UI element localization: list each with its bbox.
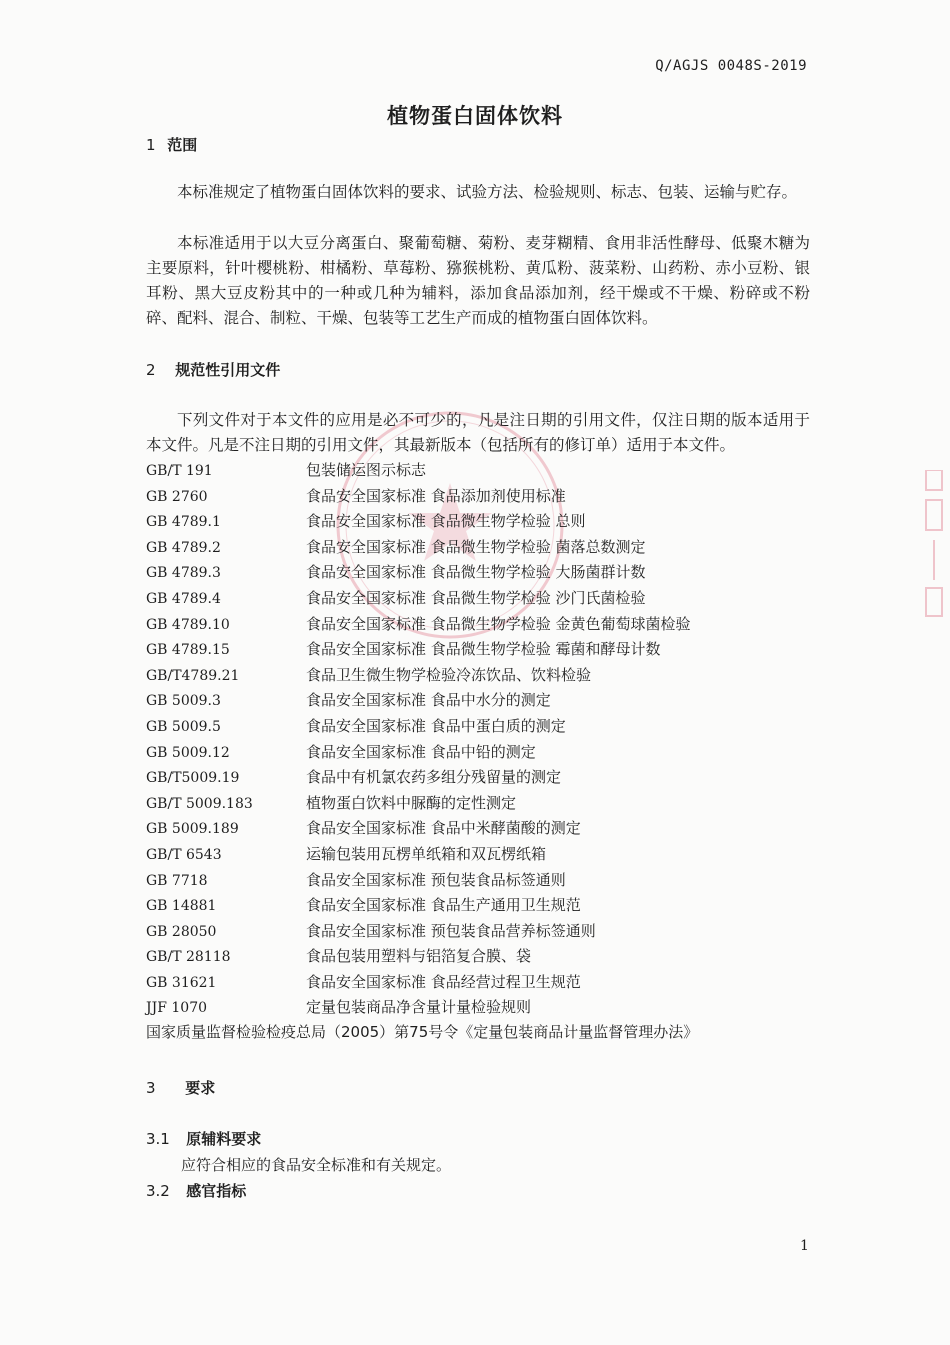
document-code: Q/AGJS 0048S-2019 [655,58,807,74]
reference-name: 食品安全国家标准 食品微生物学检验 沙门氏菌检验 [306,588,646,607]
subsection-3-2-title: 感官指标 [186,1182,247,1200]
reference-code: GB/T 6543 [146,846,222,863]
reference-name: 食品安全国家标准 食品中铅的测定 [306,742,536,761]
subsection-3-1-number: 3.1 [146,1130,170,1148]
reference-code: GB 4789.15 [146,642,230,659]
reference-name: 食品安全国家标准 食品中蛋白质的测定 [306,716,566,735]
subsection-3-2-number: 3.2 [146,1182,170,1200]
reference-name: 运输包装用瓦楞单纸箱和双瓦楞纸箱 [306,844,547,863]
reference-name: 定量包装商品净含量计量检验规则 [306,998,532,1017]
reference-code: GB/T4789.21 [146,667,240,684]
section-1-heading [146,134,197,155]
reference-name: 食品安全国家标准 食品生产通用卫生规范 [306,896,581,915]
reference-name: 包装储运图示标志 [306,461,427,479]
reference-row [146,688,810,714]
reference-list [146,458,810,1021]
reference-row [146,612,810,638]
reference-row [146,663,810,689]
scope-paragraph-1: 本标准规定了植物蛋白固体饮料的要求、试验方法、检验规则、标志、包装、运输与贮存。 [177,183,798,201]
reference-row [146,842,810,868]
reference-row [146,484,810,510]
subsection-3-1-heading [146,1128,261,1149]
edge-stamp-fragment [922,470,946,620]
reference-row [146,509,810,535]
reference-row [146,816,810,842]
reference-decree-note: 国家质量监督检验检疫总局（2005）第75号令《定量包装商品计量监督管理办法》 [146,1023,699,1041]
section-2-heading [146,359,280,380]
reference-name: 食品安全国家标准 预包装食品标签通则 [306,870,566,889]
reference-row [146,714,810,740]
reference-code: GB 4789.4 [146,590,221,607]
reference-row [146,995,810,1021]
reference-code: GB 4789.10 [146,616,230,633]
document-title: 植物蛋白固体饮料 [387,104,563,128]
reference-name: 食品安全国家标准 食品微生物学检验 金黄色葡萄球菌检验 [306,614,691,633]
reference-name: 食品安全国家标准 食品微生物学检验 菌落总数测定 [306,537,646,556]
reference-row [146,586,810,612]
reference-code: GB 28050 [146,923,217,940]
reference-name: 食品包装用塑料与铝箔复合膜、袋 [306,947,532,966]
reference-code: JJF 1070 [146,1000,208,1017]
section-3-heading [146,1077,215,1098]
section-1-number: 1 [146,136,156,154]
reference-code: GB 31621 [146,974,217,991]
reference-code: GB 4789.2 [146,539,221,556]
reference-row [146,458,810,484]
references-intro: 下列文件对于本文件的应用是必不可少的，凡是注日期的引用文件，仅注日期的版本适用于本文件。凡是不注日期的引用文件，其最新版本（包括所有的修订单）适用于本文件。 [146,411,810,454]
reference-code: GB/T 5009.183 [146,795,253,812]
reference-row [146,919,810,945]
reference-row [146,637,810,663]
reference-name: 食品中有机氯农药多组分残留量的测定 [306,768,562,787]
reference-code: GB/T 191 [146,463,213,479]
reference-code: GB 5009.189 [146,821,239,838]
section-2-number: 2 [146,361,156,379]
reference-name: 食品安全国家标准 食品中米酵菌酸的测定 [306,819,581,838]
reference-name: 食品安全国家标准 食品中水分的测定 [306,691,551,710]
page-number: 1 [800,1238,809,1254]
reference-code: GB 4789.1 [146,514,221,531]
reference-name: 食品安全国家标准 食品经营过程卫生规范 [306,972,581,991]
reference-name: 食品卫生微生物学检验冷冻饮品、饮料检验 [306,665,592,684]
reference-code: GB/T 28118 [146,949,231,966]
reference-row [146,893,810,919]
section-1-title: 范围 [167,136,198,154]
reference-row [146,970,810,996]
subsection-3-1-text: 应符合相应的食品安全标准和有关规定。 [181,1156,452,1174]
scope-paragraph-2: 本标准适用于以大豆分离蛋白、聚葡萄糖、菊粉、麦芽糊精、食用非活性酵母、低聚木糖为主要原料，针叶樱桃粉、柑橘粉、草莓粉、猕猴桃粉、黄瓜粉、菠菜粉、山药粉、赤小豆粉、银耳粉、黑大豆皮粉其中的一种或几种为辅料，添加食品添加剂，经干燥或不干燥、粉碎或不粉碎、配料、混合、制粒、干燥、包装等工艺生产而成的植物蛋白固体饮料。 [146,234,810,327]
reference-code: GB 7718 [146,872,208,889]
reference-row [146,560,810,586]
reference-name: 食品安全国家标准 食品微生物学检验 大肠菌群计数 [306,563,646,582]
section-3-number: 3 [146,1079,156,1097]
reference-code: GB 14881 [146,898,217,915]
reference-name: 食品安全国家标准 食品添加剂使用标准 [306,486,566,505]
reference-name: 植物蛋白饮料中脲酶的定性测定 [306,793,517,812]
reference-row [146,868,810,894]
subsection-3-1-title: 原辅料要求 [186,1130,262,1148]
section-3-title: 要求 [185,1079,216,1097]
reference-name: 食品安全国家标准 预包装食品营养标签通则 [306,921,596,940]
reference-name: 食品安全国家标准 食品微生物学检验 霉菌和酵母计数 [306,640,661,659]
section-2-title: 规范性引用文件 [175,361,281,379]
reference-code: GB 5009.5 [146,718,221,735]
reference-code: GB 4789.3 [146,565,221,582]
reference-row [146,535,810,561]
reference-code: GB/T5009.19 [146,770,240,787]
subsection-3-2-heading [146,1180,246,1201]
reference-name: 食品安全国家标准 食品微生物学检验 总则 [306,512,586,531]
reference-row [146,740,810,766]
reference-row [146,944,810,970]
reference-row [146,765,810,791]
reference-code: GB 5009.12 [146,744,230,761]
reference-row [146,791,810,817]
reference-code: GB 2760 [146,488,208,505]
reference-code: GB 5009.3 [146,693,221,710]
